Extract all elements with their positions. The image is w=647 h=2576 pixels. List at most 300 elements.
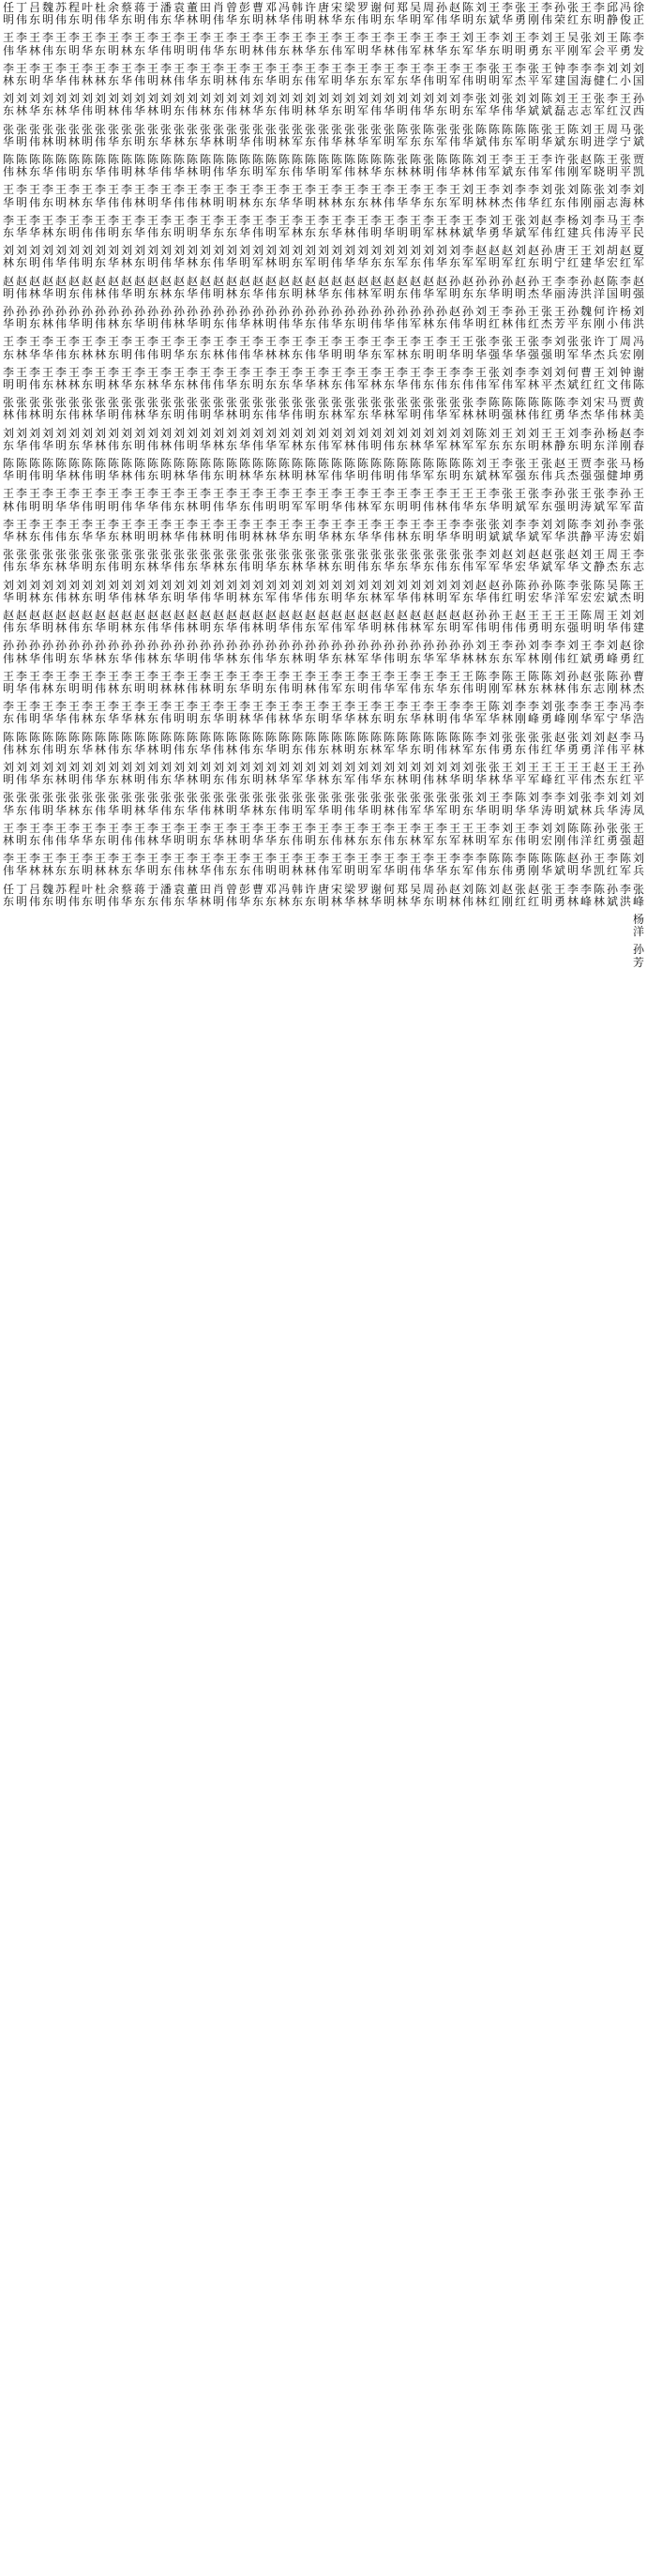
name-entry: 赵东	[133, 610, 145, 635]
name-entry: 赵明	[212, 275, 224, 300]
name-entry: 王林	[264, 336, 277, 361]
name-entry: 刘兵	[632, 853, 644, 878]
name-entry: 李强	[540, 336, 552, 361]
name-entry: 刘林	[632, 184, 644, 209]
name-entry: 王华	[54, 488, 67, 513]
name-entry: 陈东	[28, 731, 40, 756]
name-entry: 郑华	[396, 2, 408, 27]
name-entry: 李伟	[41, 822, 53, 847]
name-entry: 赵东	[435, 610, 447, 635]
name-entry: 陈军	[396, 123, 408, 148]
name-entry: 刘明	[330, 579, 342, 604]
name-entry: 王军	[383, 62, 395, 87]
name-entry: 王东	[343, 184, 355, 209]
name-entry: 孙东	[435, 306, 447, 331]
name-entry: 张娟	[632, 518, 644, 543]
name-entry: 王林	[225, 62, 237, 87]
name-entry: 陈东	[28, 154, 40, 179]
name-entry: 陈伟	[107, 731, 119, 756]
name-entry: 杨勇	[632, 458, 644, 483]
name-entry: 陈东	[566, 123, 579, 148]
name-entry: 刘林	[474, 640, 487, 665]
name-entry: 陈伟	[212, 154, 224, 179]
name-entry: 陈伟	[291, 154, 303, 179]
name-entry: 赵林	[356, 275, 369, 300]
name-entry: 王斌	[579, 640, 592, 665]
name-entry: 李东	[225, 670, 237, 695]
name-entry: 张林	[133, 792, 145, 817]
name-entry: 任明	[2, 2, 14, 27]
name-entry: 张东	[94, 549, 106, 574]
name-entry: 李刚	[514, 701, 526, 726]
name-entry: 王林	[94, 853, 106, 878]
name-entry: 赵军	[317, 610, 329, 635]
name-entry: 董林	[186, 2, 198, 27]
name-entry: 孙军	[356, 640, 369, 665]
name-entry: 孙东	[343, 306, 355, 331]
name-entry: 陈华	[304, 154, 316, 179]
name-entry: 王伟	[173, 853, 185, 878]
name-entry: 李明	[120, 336, 132, 361]
name-entry: 张强	[619, 822, 631, 847]
name-entry: 刘伟	[159, 245, 172, 270]
name-entry: 王伟	[448, 488, 460, 513]
name-entry: 孙伟	[383, 640, 395, 665]
name-column	[540, 2, 553, 2574]
name-entry: 张东	[120, 123, 132, 148]
name-entry: 王林	[68, 366, 80, 391]
name-entry: 陈伟	[212, 731, 224, 756]
name-entry: 孙伟	[2, 640, 14, 665]
name-entry: 赵林	[304, 275, 316, 300]
name-entry: 张斌	[514, 214, 526, 239]
name-entry: 赵华	[278, 610, 290, 635]
name-entry: 张军	[409, 792, 421, 817]
name-entry: 张明	[409, 397, 421, 422]
name-entry: 王静	[553, 427, 565, 452]
name-entry: 刘斌	[474, 458, 487, 483]
name-entry: 赵伟	[396, 610, 408, 635]
name-entry: 陈斌	[540, 93, 552, 118]
name-entry: 陈东	[251, 731, 263, 756]
name-entry: 陈华	[186, 458, 198, 483]
name-entry: 张林	[383, 397, 395, 422]
name-entry: 李华	[383, 670, 395, 695]
name-entry: 王东	[606, 762, 618, 787]
name-entry: 王伟	[251, 214, 263, 239]
name-entry: 李丽	[553, 275, 565, 300]
name-entry: 李志	[632, 549, 644, 574]
name-entry: 李华	[488, 488, 500, 513]
name-entry: 孙林	[94, 640, 106, 665]
name-entry: 张华	[199, 549, 211, 574]
name-entry: 王东	[396, 822, 408, 847]
name-entry: 余华	[107, 2, 119, 27]
name-entry: 孙林	[619, 670, 631, 695]
name-entry: 王明	[146, 518, 158, 543]
name-entry: 陈东	[422, 123, 434, 148]
name-entry: 张伟	[251, 123, 263, 148]
name-entry: 李东	[409, 336, 421, 361]
name-entry: 李明	[501, 792, 513, 817]
name-entry: 孙伟	[251, 640, 263, 665]
name-entry: 李红	[606, 93, 618, 118]
name-entry: 孙伟	[396, 306, 408, 331]
name-entry: 李军	[540, 154, 552, 179]
name-entry: 刘伟	[81, 93, 93, 118]
name-entry: 陈伟	[527, 397, 539, 422]
name-column	[304, 2, 317, 2574]
name-entry: 张明	[330, 792, 342, 817]
name-entry: 陈林	[356, 154, 369, 179]
name-entry: 张林	[68, 792, 80, 817]
name-entry: 李林	[159, 62, 172, 87]
name-entry: 李明	[212, 62, 224, 87]
name-entry: 谢明	[369, 2, 382, 27]
name-entry: 刘东	[41, 579, 53, 604]
name-entry: 王涛	[579, 488, 592, 513]
name-entry: 李林	[107, 366, 119, 391]
name-entry: 赵东	[68, 275, 80, 300]
name-entry: 张华	[278, 397, 290, 422]
name-entry: 刘军	[461, 427, 474, 452]
name-entry: 王伟	[501, 610, 513, 635]
name-entry: 陈军	[474, 427, 487, 452]
name-entry: 李林	[264, 518, 277, 543]
name-entry: 张华	[474, 336, 487, 361]
name-entry: 张明	[107, 397, 119, 422]
name-entry: 赵林	[409, 610, 421, 635]
name-entry: 夏军	[632, 245, 644, 270]
name-entry: 王明	[173, 701, 185, 726]
name-entry: 陈军	[317, 458, 329, 483]
name-entry: 李军	[409, 32, 421, 57]
name-entry: 刘林	[146, 93, 158, 118]
name-entry: 张斌	[488, 518, 500, 543]
name-entry: 孙华	[186, 306, 198, 331]
name-entry: 张强	[514, 458, 526, 483]
name-entry: 刘东	[317, 579, 329, 604]
name-entry: 赵东	[81, 610, 93, 635]
name-entry: 冯华	[619, 701, 631, 726]
name-entry: 李东	[238, 366, 250, 391]
name-entry: 陈明	[68, 154, 80, 179]
name-entry: 陈洪	[566, 518, 579, 543]
name-entry: 王军	[422, 822, 434, 847]
name-entry: 魏明	[41, 2, 53, 27]
name-entry: 蒋东	[133, 883, 145, 908]
name-entry: 陈明	[474, 670, 487, 695]
name-entry: 陈明	[291, 458, 303, 483]
name-entry: 孙东	[238, 640, 250, 665]
name-entry: 刘林	[28, 579, 40, 604]
name-entry: 刘东	[540, 32, 552, 57]
name-entry: 刘洪	[632, 306, 644, 331]
name-entry: 孙华	[291, 306, 303, 331]
name-entry: 刘伟	[278, 93, 290, 118]
name-entry: 张伟	[291, 397, 303, 422]
name-entry: 李斌	[501, 154, 513, 179]
name-entry: 陈华	[488, 701, 500, 726]
name-entry: 王伟	[159, 32, 172, 57]
name-entry: 马宁	[619, 123, 631, 148]
name-entry: 张伟	[278, 792, 290, 817]
name-entry: 蔡华	[120, 883, 132, 908]
name-entry: 张明	[173, 397, 185, 422]
name-entry: 张东	[15, 792, 27, 817]
name-entry: 刘华	[278, 762, 290, 787]
name-entry: 张华	[422, 792, 434, 817]
name-entry: 王明	[606, 154, 618, 179]
name-entry: 刘华	[422, 427, 434, 452]
name-entry: 王峰	[540, 762, 552, 787]
name-entry: 陈伟	[488, 123, 500, 148]
name-entry: 王东	[133, 32, 145, 57]
name-entry: 刘明	[28, 245, 40, 270]
name-entry: 刘军	[396, 245, 408, 270]
name-entry: 李平	[619, 731, 631, 756]
name-entry: 张华	[264, 549, 277, 574]
name-entry: 刘明	[448, 93, 460, 118]
name-entry: 王华	[396, 184, 408, 209]
name-entry: 李伟	[383, 822, 395, 847]
name-entry: 王明	[304, 518, 316, 543]
name-column	[186, 2, 199, 2574]
name-column	[553, 2, 566, 2574]
name-entry: 张明	[54, 123, 67, 148]
name-entry: 刘华	[212, 579, 224, 604]
name-entry: 李明	[304, 822, 316, 847]
name-column	[501, 2, 514, 2574]
name-entry: 王东	[199, 701, 211, 726]
name-entry: 刘明	[2, 762, 14, 787]
name-entry: 李华	[251, 822, 263, 847]
name-entry: 梁东	[343, 2, 355, 27]
name-entry: 李军	[606, 488, 618, 513]
name-entry: 刘红	[488, 883, 500, 908]
name-column	[173, 2, 186, 2574]
name-column	[15, 2, 28, 2574]
name-entry: 刘华	[199, 427, 211, 452]
name-entry: 赵林	[448, 883, 460, 908]
name-entry: 孙华	[173, 640, 185, 665]
name-entry: 张平	[619, 154, 631, 179]
name-entry: 李明	[553, 792, 565, 817]
name-entry: 王东	[527, 458, 539, 483]
name-entry: 孙华	[422, 640, 434, 665]
name-entry: 李林	[146, 822, 158, 847]
name-entry: 李伟	[2, 853, 14, 878]
name-entry: 孙伟	[133, 640, 145, 665]
name-entry: 陈东	[383, 154, 395, 179]
name-entry: 李伟	[159, 701, 172, 726]
name-entry: 王伟	[159, 488, 172, 513]
name-entry: 刘林	[264, 762, 277, 787]
name-entry: 李东	[54, 214, 67, 239]
name-entry: 王志	[566, 93, 579, 118]
name-entry: 李明	[396, 853, 408, 878]
name-entry: 孙明	[15, 306, 27, 331]
name-entry: 刘伟	[68, 245, 80, 270]
name-entry: 陈伟	[566, 822, 579, 847]
name-entry: 孙华	[28, 640, 40, 665]
name-entry: 冯俊	[619, 2, 631, 27]
name-entry: 张东	[251, 397, 263, 422]
name-entry: 王东	[54, 670, 67, 695]
name-entry: 王伟	[199, 366, 211, 391]
name-entry: 刘会	[593, 32, 605, 57]
name-entry: 张东	[317, 397, 329, 422]
name-entry: 王林	[461, 822, 474, 847]
name-entry: 赵华	[317, 275, 329, 300]
name-entry: 赵华	[28, 610, 40, 635]
name-entry: 李明	[593, 2, 605, 27]
name-entry: 孙明	[396, 640, 408, 665]
name-entry: 李华	[54, 701, 67, 726]
name-entry: 袁华	[173, 2, 185, 27]
name-entry: 王明	[212, 670, 224, 695]
name-entry: 谢华	[369, 883, 382, 908]
name-entry: 刘林	[133, 579, 145, 604]
name-entry: 王林	[15, 518, 27, 543]
name-entry: 张明	[383, 123, 395, 148]
name-entry: 赵华	[94, 610, 106, 635]
name-entry: 李东	[448, 366, 460, 391]
name-entry: 李华	[2, 518, 14, 543]
name-entry: 王东	[291, 336, 303, 361]
name-entry: 刘明	[343, 93, 355, 118]
name-column	[68, 2, 81, 2574]
name-entry: 赵华	[553, 731, 565, 756]
name-entry: 李华	[68, 488, 80, 513]
name-entry: 张峰	[632, 883, 644, 908]
name-entry: 王华	[278, 518, 290, 543]
name-entry: 王东	[474, 488, 487, 513]
name-entry: 曹明	[251, 2, 263, 27]
name-entry: 王明	[330, 62, 342, 87]
name-entry: 王明	[54, 184, 67, 209]
name-entry: 刘凤	[632, 792, 644, 817]
name-entry: 孙伟	[94, 306, 106, 331]
name-entry: 王华	[409, 62, 421, 87]
name-entry: 何斌	[566, 366, 579, 391]
name-entry: 李红	[606, 853, 618, 878]
name-entry: 刘军	[527, 214, 539, 239]
name-entry: 赵明	[383, 275, 395, 300]
name-entry: 王林	[41, 214, 53, 239]
name-column	[238, 2, 251, 2574]
name-entry: 孙斌	[606, 883, 618, 908]
name-entry: 赵刚	[619, 427, 631, 452]
name-entry: 张林	[68, 123, 80, 148]
name-entry: 刘林	[369, 579, 382, 604]
name-entry: 张华	[199, 123, 211, 148]
name-entry: 刘明	[409, 762, 421, 787]
name-entry: 孙伟	[278, 306, 290, 331]
name-entry: 王东	[120, 853, 132, 878]
name-entry: 李林	[369, 366, 382, 391]
name-column	[107, 2, 120, 2574]
name-entry: 陈林	[593, 883, 605, 908]
name-entry: 陈明	[15, 458, 27, 483]
name-entry: 陈国	[606, 275, 618, 300]
name-entry: 李华	[435, 32, 447, 57]
name-entry: 刘明	[501, 32, 513, 57]
name-entry: 王华	[28, 336, 40, 361]
name-entry: 王林	[186, 488, 198, 513]
name-entry: 刘伟	[225, 93, 237, 118]
name-entry: 陈军	[501, 670, 513, 695]
name-entry: 李华	[461, 701, 474, 726]
name-entry: 张东	[278, 549, 290, 574]
name-entry: 刘华	[553, 518, 565, 543]
name-entry: 彭东	[238, 2, 250, 27]
name-entry: 李兵	[593, 792, 605, 817]
name-entry: 刘东	[488, 427, 500, 452]
name-entry: 王伟	[369, 670, 382, 695]
name-entry: 刘斌	[566, 792, 579, 817]
name-entry: 李明	[41, 488, 53, 513]
name-entry: 李明	[264, 853, 277, 878]
name-entry: 李林	[422, 701, 434, 726]
name-entry: 王军	[448, 184, 460, 209]
name-entry: 刘伟	[81, 762, 93, 787]
name-entry: 张明	[369, 792, 382, 817]
name-entry: 张伟	[501, 93, 513, 118]
name-entry: 刘林	[343, 427, 355, 452]
name-entry: 张伟	[264, 397, 277, 422]
name-entry: 李东	[540, 488, 552, 513]
name-entry: 李东	[291, 62, 303, 87]
name-entry: 王伟	[527, 154, 539, 179]
name-entry: 张伟	[396, 792, 408, 817]
name-entry: 赵林	[186, 610, 198, 635]
name-entry: 刘东	[2, 93, 14, 118]
name-entry: 周杰	[606, 549, 618, 574]
name-entry: 刘华	[225, 245, 237, 270]
name-entry: 王斌	[461, 214, 474, 239]
name-entry: 张伟	[173, 549, 185, 574]
name-entry: 孙东	[278, 640, 290, 665]
name-entry: 蒋明	[133, 2, 145, 27]
name-entry: 王华	[264, 822, 277, 847]
name-entry: 李林	[278, 336, 290, 361]
name-entry: 李东	[225, 32, 237, 57]
name-entry: 陈明	[278, 731, 290, 756]
name-entry: 李明	[619, 275, 631, 300]
name-entry: 陈林	[369, 731, 382, 756]
name-entry: 王伟	[356, 214, 369, 239]
name-entry: 张伟	[199, 792, 211, 817]
name-entry: 陈林	[330, 731, 342, 756]
name-entry: 刘明	[94, 579, 106, 604]
name-entry: 李东	[422, 366, 434, 391]
name-entry: 刘明	[435, 579, 447, 604]
name-entry: 李东	[199, 336, 211, 361]
name-entry: 张华	[238, 792, 250, 817]
name-entry: 张东	[133, 549, 145, 574]
name-entry: 李伟	[212, 853, 224, 878]
name-entry: 李伟	[81, 214, 93, 239]
name-entry: 赵东	[15, 610, 27, 635]
name-entry: 李伟	[146, 336, 158, 361]
name-entry: 李林	[251, 32, 263, 57]
name-entry: 孙杰	[527, 275, 539, 300]
name-entry: 陈伟	[133, 458, 145, 483]
name-entry: 宋林	[330, 883, 342, 908]
name-entry: 张东	[54, 397, 67, 422]
name-entry: 刘明	[291, 93, 303, 118]
